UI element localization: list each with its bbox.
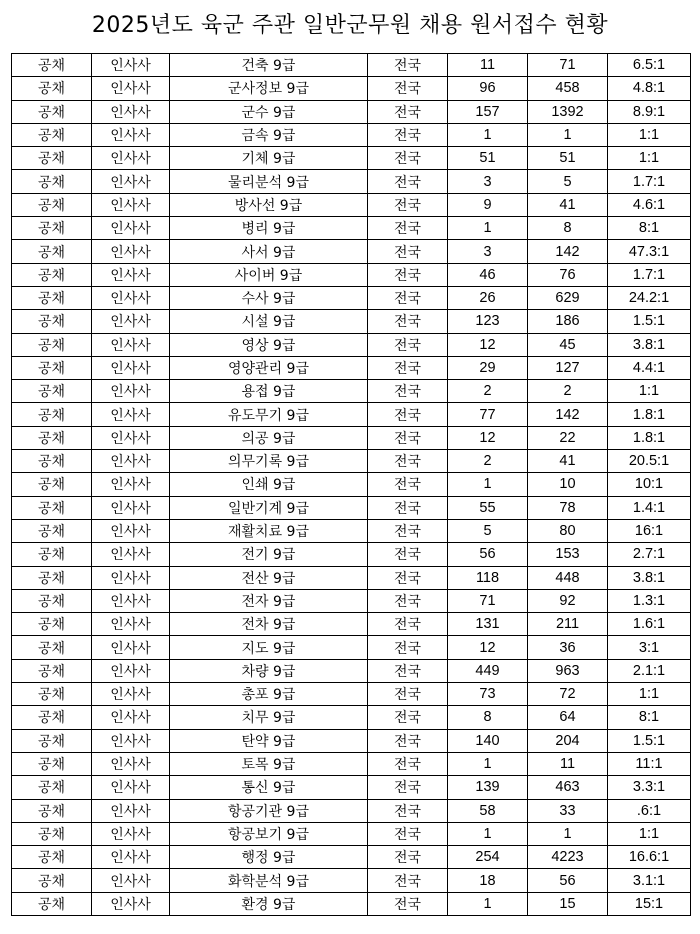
recruit-type-cell: 공채 xyxy=(12,752,92,775)
competition-ratio-cell: 24.2:1 xyxy=(608,286,691,309)
department-cell: 인사사 xyxy=(92,752,170,775)
applicants-cell: 186 xyxy=(528,310,608,333)
table-row xyxy=(12,450,691,473)
applicants-cell: 448 xyxy=(528,566,608,589)
table-row xyxy=(12,380,691,403)
region-cell: 전국 xyxy=(368,217,448,240)
region-cell: 전국 xyxy=(368,356,448,379)
table-row xyxy=(12,659,691,682)
openings-cell: 8 xyxy=(448,706,528,729)
table-row xyxy=(12,426,691,449)
competition-ratio-cell: 1.4:1 xyxy=(608,496,691,519)
competition-ratio-cell: 1:1 xyxy=(608,683,691,706)
openings-cell: 12 xyxy=(448,636,528,659)
department-cell: 인사사 xyxy=(92,496,170,519)
department-cell: 인사사 xyxy=(92,473,170,496)
competition-ratio-cell: 1.5:1 xyxy=(608,310,691,333)
department-cell: 인사사 xyxy=(92,450,170,473)
openings-cell: 1 xyxy=(448,473,528,496)
position-cell: 유도무기 9급 xyxy=(170,403,368,426)
applicants-cell: 1 xyxy=(528,822,608,845)
competition-ratio-cell: 1.5:1 xyxy=(608,729,691,752)
recruit-type-cell: 공채 xyxy=(12,240,92,263)
region-cell: 전국 xyxy=(368,519,448,542)
recruit-type-cell: 공채 xyxy=(12,217,92,240)
department-cell: 인사사 xyxy=(92,706,170,729)
table-row xyxy=(12,706,691,729)
region-cell: 전국 xyxy=(368,450,448,473)
competition-ratio-cell: 8:1 xyxy=(608,706,691,729)
competition-ratio-cell: 15:1 xyxy=(608,892,691,915)
applicants-cell: 5 xyxy=(528,170,608,193)
position-cell: 시설 9급 xyxy=(170,310,368,333)
openings-cell: 71 xyxy=(448,589,528,612)
applicants-cell: 71 xyxy=(528,54,608,77)
region-cell: 전국 xyxy=(368,240,448,263)
openings-cell: 12 xyxy=(448,426,528,449)
region-cell: 전국 xyxy=(368,543,448,566)
competition-ratio-cell: 3.8:1 xyxy=(608,566,691,589)
department-cell: 인사사 xyxy=(92,543,170,566)
applicants-cell: 629 xyxy=(528,286,608,309)
applicants-cell: 22 xyxy=(528,426,608,449)
region-cell: 전국 xyxy=(368,683,448,706)
position-cell: 화학분석 9급 xyxy=(170,869,368,892)
table-row xyxy=(12,403,691,426)
page-title: 2025년도 육군 주관 일반군무원 채용 원서접수 현황 xyxy=(91,13,609,38)
region-cell: 전국 xyxy=(368,846,448,869)
table-row xyxy=(12,473,691,496)
competition-ratio-cell: .6:1 xyxy=(608,799,691,822)
recruit-type-cell: 공채 xyxy=(12,846,92,869)
competition-ratio-cell: 1:1 xyxy=(608,147,691,170)
competition-ratio-cell: 1:1 xyxy=(608,123,691,146)
openings-cell: 18 xyxy=(448,869,528,892)
position-cell: 토목 9급 xyxy=(170,752,368,775)
position-cell: 건축 9급 xyxy=(170,54,368,77)
position-cell: 병리 9급 xyxy=(170,217,368,240)
department-cell: 인사사 xyxy=(92,613,170,636)
region-cell: 전국 xyxy=(368,752,448,775)
recruit-type-cell: 공채 xyxy=(12,380,92,403)
region-cell: 전국 xyxy=(368,659,448,682)
applicants-cell: 72 xyxy=(528,683,608,706)
openings-cell: 5 xyxy=(448,519,528,542)
recruit-type-cell: 공채 xyxy=(12,729,92,752)
table-row xyxy=(12,77,691,100)
position-cell: 의무기록 9급 xyxy=(170,450,368,473)
position-cell: 금속 9급 xyxy=(170,123,368,146)
recruit-type-cell: 공채 xyxy=(12,123,92,146)
applicants-cell: 463 xyxy=(528,776,608,799)
competition-ratio-cell: 3.3:1 xyxy=(608,776,691,799)
openings-cell: 55 xyxy=(448,496,528,519)
table-row xyxy=(12,263,691,286)
table-row xyxy=(12,240,691,263)
competition-ratio-cell: 1.3:1 xyxy=(608,589,691,612)
openings-cell: 73 xyxy=(448,683,528,706)
applicants-cell: 1 xyxy=(528,123,608,146)
competition-ratio-cell: 3.1:1 xyxy=(608,869,691,892)
region-cell: 전국 xyxy=(368,426,448,449)
competition-ratio-cell: 3:1 xyxy=(608,636,691,659)
recruit-type-cell: 공채 xyxy=(12,54,92,77)
recruit-type-cell: 공채 xyxy=(12,566,92,589)
position-cell: 방사선 9급 xyxy=(170,193,368,216)
department-cell: 인사사 xyxy=(92,566,170,589)
openings-cell: 123 xyxy=(448,310,528,333)
table-row xyxy=(12,543,691,566)
openings-cell: 26 xyxy=(448,286,528,309)
department-cell: 인사사 xyxy=(92,846,170,869)
table-row xyxy=(12,147,691,170)
applicants-cell: 92 xyxy=(528,589,608,612)
openings-cell: 3 xyxy=(448,240,528,263)
position-cell: 전산 9급 xyxy=(170,566,368,589)
applicants-cell: 211 xyxy=(528,613,608,636)
department-cell: 인사사 xyxy=(92,519,170,542)
region-cell: 전국 xyxy=(368,706,448,729)
recruit-type-cell: 공채 xyxy=(12,77,92,100)
position-cell: 의공 9급 xyxy=(170,426,368,449)
table-row xyxy=(12,519,691,542)
openings-cell: 96 xyxy=(448,77,528,100)
region-cell: 전국 xyxy=(368,589,448,612)
region-cell: 전국 xyxy=(368,496,448,519)
table-row xyxy=(12,799,691,822)
department-cell: 인사사 xyxy=(92,683,170,706)
competition-ratio-cell: 20.5:1 xyxy=(608,450,691,473)
openings-cell: 12 xyxy=(448,333,528,356)
competition-ratio-cell: 8:1 xyxy=(608,217,691,240)
competition-ratio-cell: 16:1 xyxy=(608,519,691,542)
department-cell: 인사사 xyxy=(92,729,170,752)
applicants-cell: 963 xyxy=(528,659,608,682)
position-cell: 영양관리 9급 xyxy=(170,356,368,379)
recruit-type-cell: 공채 xyxy=(12,636,92,659)
department-cell: 인사사 xyxy=(92,799,170,822)
recruit-type-cell: 공채 xyxy=(12,706,92,729)
applicants-cell: 41 xyxy=(528,450,608,473)
region-cell: 전국 xyxy=(368,566,448,589)
applicants-cell: 15 xyxy=(528,892,608,915)
applicants-cell: 8 xyxy=(528,217,608,240)
table-row xyxy=(12,752,691,775)
position-cell: 사서 9급 xyxy=(170,240,368,263)
recruit-type-cell: 공채 xyxy=(12,193,92,216)
department-cell: 인사사 xyxy=(92,403,170,426)
applicants-cell: 127 xyxy=(528,356,608,379)
table-row xyxy=(12,356,691,379)
table-row xyxy=(12,729,691,752)
competition-ratio-cell: 3.8:1 xyxy=(608,333,691,356)
recruit-type-cell: 공채 xyxy=(12,543,92,566)
region-cell: 전국 xyxy=(368,613,448,636)
region-cell: 전국 xyxy=(368,193,448,216)
table-row xyxy=(12,776,691,799)
applicants-cell: 1392 xyxy=(528,100,608,123)
region-cell: 전국 xyxy=(368,54,448,77)
region-cell: 전국 xyxy=(368,147,448,170)
openings-cell: 77 xyxy=(448,403,528,426)
region-cell: 전국 xyxy=(368,869,448,892)
table-row xyxy=(12,683,691,706)
applicants-cell: 4223 xyxy=(528,846,608,869)
department-cell: 인사사 xyxy=(92,892,170,915)
region-cell: 전국 xyxy=(368,822,448,845)
position-cell: 물리분석 9급 xyxy=(170,170,368,193)
department-cell: 인사사 xyxy=(92,659,170,682)
applicants-cell: 56 xyxy=(528,869,608,892)
region-cell: 전국 xyxy=(368,333,448,356)
position-cell: 사이버 9급 xyxy=(170,263,368,286)
openings-cell: 2 xyxy=(448,450,528,473)
recruit-type-cell: 공채 xyxy=(12,100,92,123)
recruit-type-cell: 공채 xyxy=(12,683,92,706)
recruit-type-cell: 공채 xyxy=(12,613,92,636)
openings-cell: 11 xyxy=(448,54,528,77)
applicants-cell: 153 xyxy=(528,543,608,566)
department-cell: 인사사 xyxy=(92,170,170,193)
applicants-cell: 142 xyxy=(528,403,608,426)
department-cell: 인사사 xyxy=(92,123,170,146)
recruit-type-cell: 공채 xyxy=(12,496,92,519)
table-row xyxy=(12,846,691,869)
openings-cell: 51 xyxy=(448,147,528,170)
recruit-type-cell: 공채 xyxy=(12,170,92,193)
table-row xyxy=(12,286,691,309)
recruit-type-cell: 공채 xyxy=(12,450,92,473)
openings-cell: 118 xyxy=(448,566,528,589)
region-cell: 전국 xyxy=(368,263,448,286)
openings-cell: 1 xyxy=(448,752,528,775)
position-cell: 탄약 9급 xyxy=(170,729,368,752)
applicants-cell: 2 xyxy=(528,380,608,403)
position-cell: 일반기계 9급 xyxy=(170,496,368,519)
applicants-cell: 142 xyxy=(528,240,608,263)
department-cell: 인사사 xyxy=(92,54,170,77)
competition-ratio-cell: 1.8:1 xyxy=(608,426,691,449)
competition-ratio-cell: 1.7:1 xyxy=(608,170,691,193)
openings-cell: 1 xyxy=(448,217,528,240)
region-cell: 전국 xyxy=(368,636,448,659)
competition-ratio-cell: 1.7:1 xyxy=(608,263,691,286)
position-cell: 항공기관 9급 xyxy=(170,799,368,822)
competition-ratio-cell: 8.9:1 xyxy=(608,100,691,123)
openings-cell: 9 xyxy=(448,193,528,216)
table-row xyxy=(12,566,691,589)
openings-cell: 449 xyxy=(448,659,528,682)
competition-ratio-cell: 10:1 xyxy=(608,473,691,496)
competition-ratio-cell: 1.8:1 xyxy=(608,403,691,426)
position-cell: 군수 9급 xyxy=(170,100,368,123)
competition-ratio-cell: 6.5:1 xyxy=(608,54,691,77)
table-row xyxy=(12,613,691,636)
department-cell: 인사사 xyxy=(92,147,170,170)
department-cell: 인사사 xyxy=(92,589,170,612)
competition-ratio-cell: 4.8:1 xyxy=(608,77,691,100)
position-cell: 전자 9급 xyxy=(170,589,368,612)
openings-cell: 58 xyxy=(448,799,528,822)
recruit-type-cell: 공채 xyxy=(12,263,92,286)
competition-ratio-cell: 16.6:1 xyxy=(608,846,691,869)
position-cell: 영상 9급 xyxy=(170,333,368,356)
applicants-cell: 458 xyxy=(528,77,608,100)
region-cell: 전국 xyxy=(368,473,448,496)
region-cell: 전국 xyxy=(368,729,448,752)
openings-cell: 1 xyxy=(448,123,528,146)
table-row xyxy=(12,193,691,216)
openings-cell: 139 xyxy=(448,776,528,799)
region-cell: 전국 xyxy=(368,403,448,426)
applicants-cell: 80 xyxy=(528,519,608,542)
openings-cell: 29 xyxy=(448,356,528,379)
table-row xyxy=(12,822,691,845)
region-cell: 전국 xyxy=(368,170,448,193)
department-cell: 인사사 xyxy=(92,263,170,286)
table-row xyxy=(12,123,691,146)
table-row xyxy=(12,333,691,356)
department-cell: 인사사 xyxy=(92,217,170,240)
competition-ratio-cell: 1:1 xyxy=(608,822,691,845)
recruit-type-cell: 공채 xyxy=(12,286,92,309)
recruit-type-cell: 공채 xyxy=(12,589,92,612)
applicants-cell: 64 xyxy=(528,706,608,729)
applicants-cell: 11 xyxy=(528,752,608,775)
applicants-cell: 36 xyxy=(528,636,608,659)
position-cell: 재활치료 9급 xyxy=(170,519,368,542)
recruit-type-cell: 공채 xyxy=(12,519,92,542)
competition-ratio-cell: 1:1 xyxy=(608,380,691,403)
recruit-type-cell: 공채 xyxy=(12,659,92,682)
table-row xyxy=(12,170,691,193)
table-row xyxy=(12,54,691,77)
position-cell: 환경 9급 xyxy=(170,892,368,915)
table-body xyxy=(12,54,691,916)
recruit-type-cell: 공채 xyxy=(12,356,92,379)
region-cell: 전국 xyxy=(368,380,448,403)
recruitment-table xyxy=(11,53,691,916)
table-row xyxy=(12,496,691,519)
position-cell: 수사 9급 xyxy=(170,286,368,309)
department-cell: 인사사 xyxy=(92,869,170,892)
applicants-cell: 33 xyxy=(528,799,608,822)
region-cell: 전국 xyxy=(368,100,448,123)
position-cell: 군사정보 9급 xyxy=(170,77,368,100)
department-cell: 인사사 xyxy=(92,240,170,263)
openings-cell: 46 xyxy=(448,263,528,286)
recruit-type-cell: 공채 xyxy=(12,310,92,333)
recruit-type-cell: 공채 xyxy=(12,403,92,426)
department-cell: 인사사 xyxy=(92,333,170,356)
openings-cell: 1 xyxy=(448,892,528,915)
position-cell: 기체 9급 xyxy=(170,147,368,170)
department-cell: 인사사 xyxy=(92,193,170,216)
competition-ratio-cell: 1.6:1 xyxy=(608,613,691,636)
table-row xyxy=(12,589,691,612)
competition-ratio-cell: 47.3:1 xyxy=(608,240,691,263)
position-cell: 행정 9급 xyxy=(170,846,368,869)
department-cell: 인사사 xyxy=(92,286,170,309)
applicants-cell: 78 xyxy=(528,496,608,519)
position-cell: 항공보기 9급 xyxy=(170,822,368,845)
openings-cell: 2 xyxy=(448,380,528,403)
position-cell: 용접 9급 xyxy=(170,380,368,403)
applicants-cell: 45 xyxy=(528,333,608,356)
position-cell: 치무 9급 xyxy=(170,706,368,729)
recruit-type-cell: 공채 xyxy=(12,426,92,449)
region-cell: 전국 xyxy=(368,799,448,822)
position-cell: 차량 9급 xyxy=(170,659,368,682)
competition-ratio-cell: 4.4:1 xyxy=(608,356,691,379)
position-cell: 전차 9급 xyxy=(170,613,368,636)
position-cell: 전기 9급 xyxy=(170,543,368,566)
region-cell: 전국 xyxy=(368,892,448,915)
position-cell: 총포 9급 xyxy=(170,683,368,706)
competition-ratio-cell: 2.7:1 xyxy=(608,543,691,566)
region-cell: 전국 xyxy=(368,776,448,799)
table-row xyxy=(12,636,691,659)
department-cell: 인사사 xyxy=(92,380,170,403)
department-cell: 인사사 xyxy=(92,426,170,449)
recruit-type-cell: 공채 xyxy=(12,473,92,496)
position-cell: 지도 9급 xyxy=(170,636,368,659)
openings-cell: 254 xyxy=(448,846,528,869)
applicants-cell: 10 xyxy=(528,473,608,496)
table-row xyxy=(12,100,691,123)
position-cell: 인쇄 9급 xyxy=(170,473,368,496)
openings-cell: 1 xyxy=(448,822,528,845)
openings-cell: 131 xyxy=(448,613,528,636)
competition-ratio-cell: 2.1:1 xyxy=(608,659,691,682)
recruit-type-cell: 공채 xyxy=(12,776,92,799)
recruit-type-cell: 공채 xyxy=(12,799,92,822)
region-cell: 전국 xyxy=(368,286,448,309)
region-cell: 전국 xyxy=(368,310,448,333)
region-cell: 전국 xyxy=(368,77,448,100)
openings-cell: 56 xyxy=(448,543,528,566)
table-row xyxy=(12,310,691,333)
applicants-cell: 76 xyxy=(528,263,608,286)
recruit-type-cell: 공채 xyxy=(12,333,92,356)
department-cell: 인사사 xyxy=(92,356,170,379)
region-cell: 전국 xyxy=(368,123,448,146)
applicants-cell: 204 xyxy=(528,729,608,752)
department-cell: 인사사 xyxy=(92,636,170,659)
openings-cell: 140 xyxy=(448,729,528,752)
position-cell: 통신 9급 xyxy=(170,776,368,799)
department-cell: 인사사 xyxy=(92,100,170,123)
department-cell: 인사사 xyxy=(92,822,170,845)
department-cell: 인사사 xyxy=(92,776,170,799)
competition-ratio-cell: 11:1 xyxy=(608,752,691,775)
department-cell: 인사사 xyxy=(92,77,170,100)
openings-cell: 157 xyxy=(448,100,528,123)
table-row xyxy=(12,869,691,892)
recruit-type-cell: 공채 xyxy=(12,892,92,915)
applicants-cell: 41 xyxy=(528,193,608,216)
department-cell: 인사사 xyxy=(92,310,170,333)
competition-ratio-cell: 4.6:1 xyxy=(608,193,691,216)
recruit-type-cell: 공채 xyxy=(12,869,92,892)
openings-cell: 3 xyxy=(448,170,528,193)
table-row xyxy=(12,892,691,915)
recruit-type-cell: 공채 xyxy=(12,147,92,170)
table-row xyxy=(12,217,691,240)
recruit-type-cell: 공채 xyxy=(12,822,92,845)
applicants-cell: 51 xyxy=(528,147,608,170)
